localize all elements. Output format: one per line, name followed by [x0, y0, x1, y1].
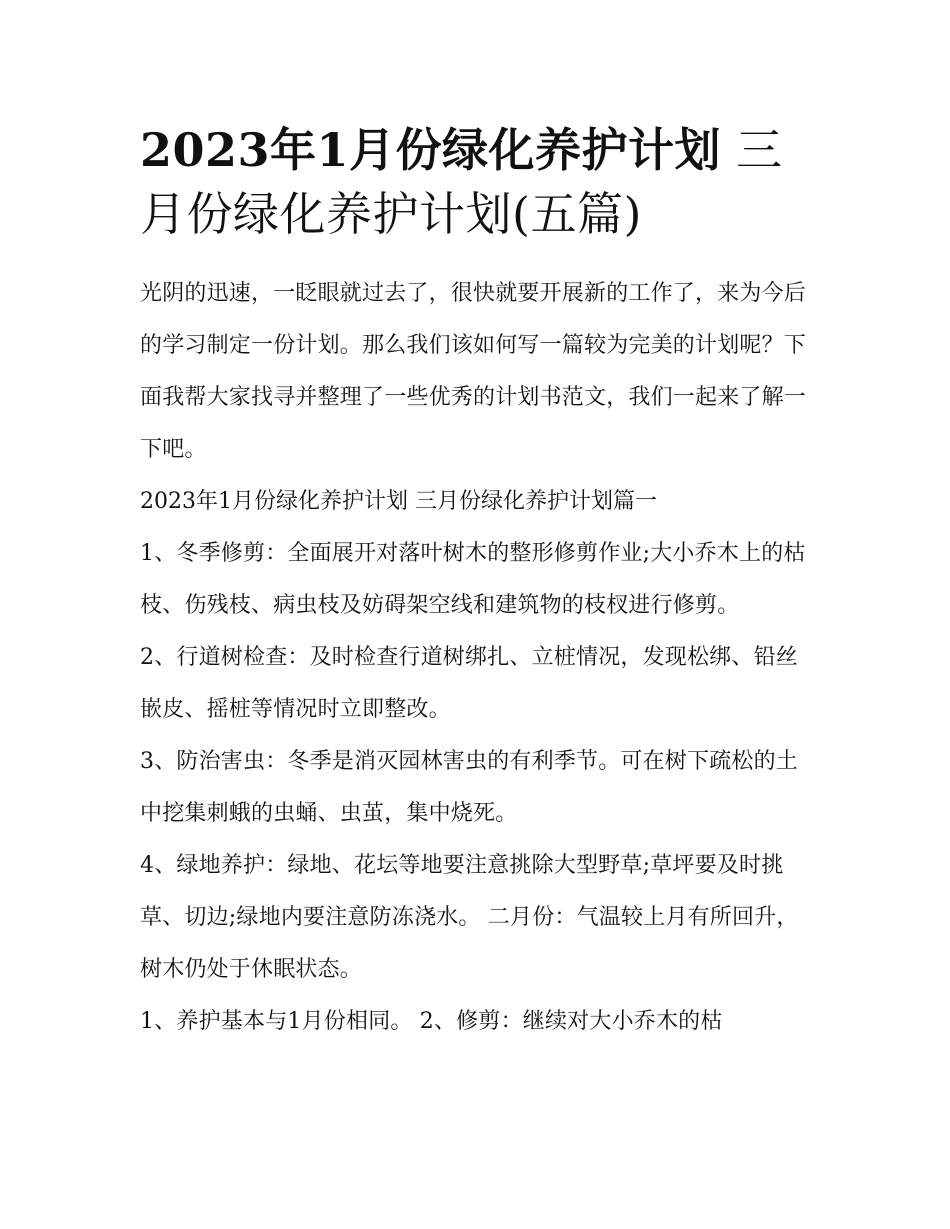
list-item: 4、绿地养护：绿地、花坛等地要注意挑除大型野草;草坪要及时挑草、切边;绿地内要注意防冻浇水。 二月份：气温较上月有所回升，树木仍处于休眠状态。	[140, 853, 799, 982]
section-heading: 2023年1月份绿化养护计划 三月份绿化养护计划篇一	[140, 489, 657, 514]
list-item: 2、行道树检查：及时检查行道树绑扎、立桩情况，发现松绑、铅丝嵌皮、摇桩等情况时立即整改。	[140, 645, 798, 722]
list-item: 3、防治害虫：冬季是消灭园林害虫的有利季节。可在树下疏松的土中挖集刺蛾的虫蛹、虫茧，集中烧死。	[140, 749, 798, 826]
document-title	[140, 118, 812, 246]
list-item: 1、养护基本与1月份相同。 2、修剪：继续对大小乔木的枯	[140, 1009, 723, 1034]
title-lead: 2023年1月份绿化养护计划	[140, 123, 722, 177]
document-page	[140, 118, 812, 1048]
list-item: 1、冬季修剪：全面展开对落叶树木的整形修剪作业;大小乔木上的枯枝、伤残枝、病虫枝及妨碍架空线和建筑物的枝杈进行修剪。	[140, 541, 806, 618]
intro-paragraph: 光阴的迅速，一眨眼就过去了，很快就要开展新的工作了，来为今后的学习制定一份计划。那么我们该如何写一篇较为完美的计划呢？下面我帮大家找寻并整理了一些优秀的计划书范文，我们一起来了解一下吧。	[140, 281, 807, 462]
title-rest: 三月份绿化养护计划(五篇)	[140, 123, 783, 241]
document-body	[140, 268, 812, 1048]
